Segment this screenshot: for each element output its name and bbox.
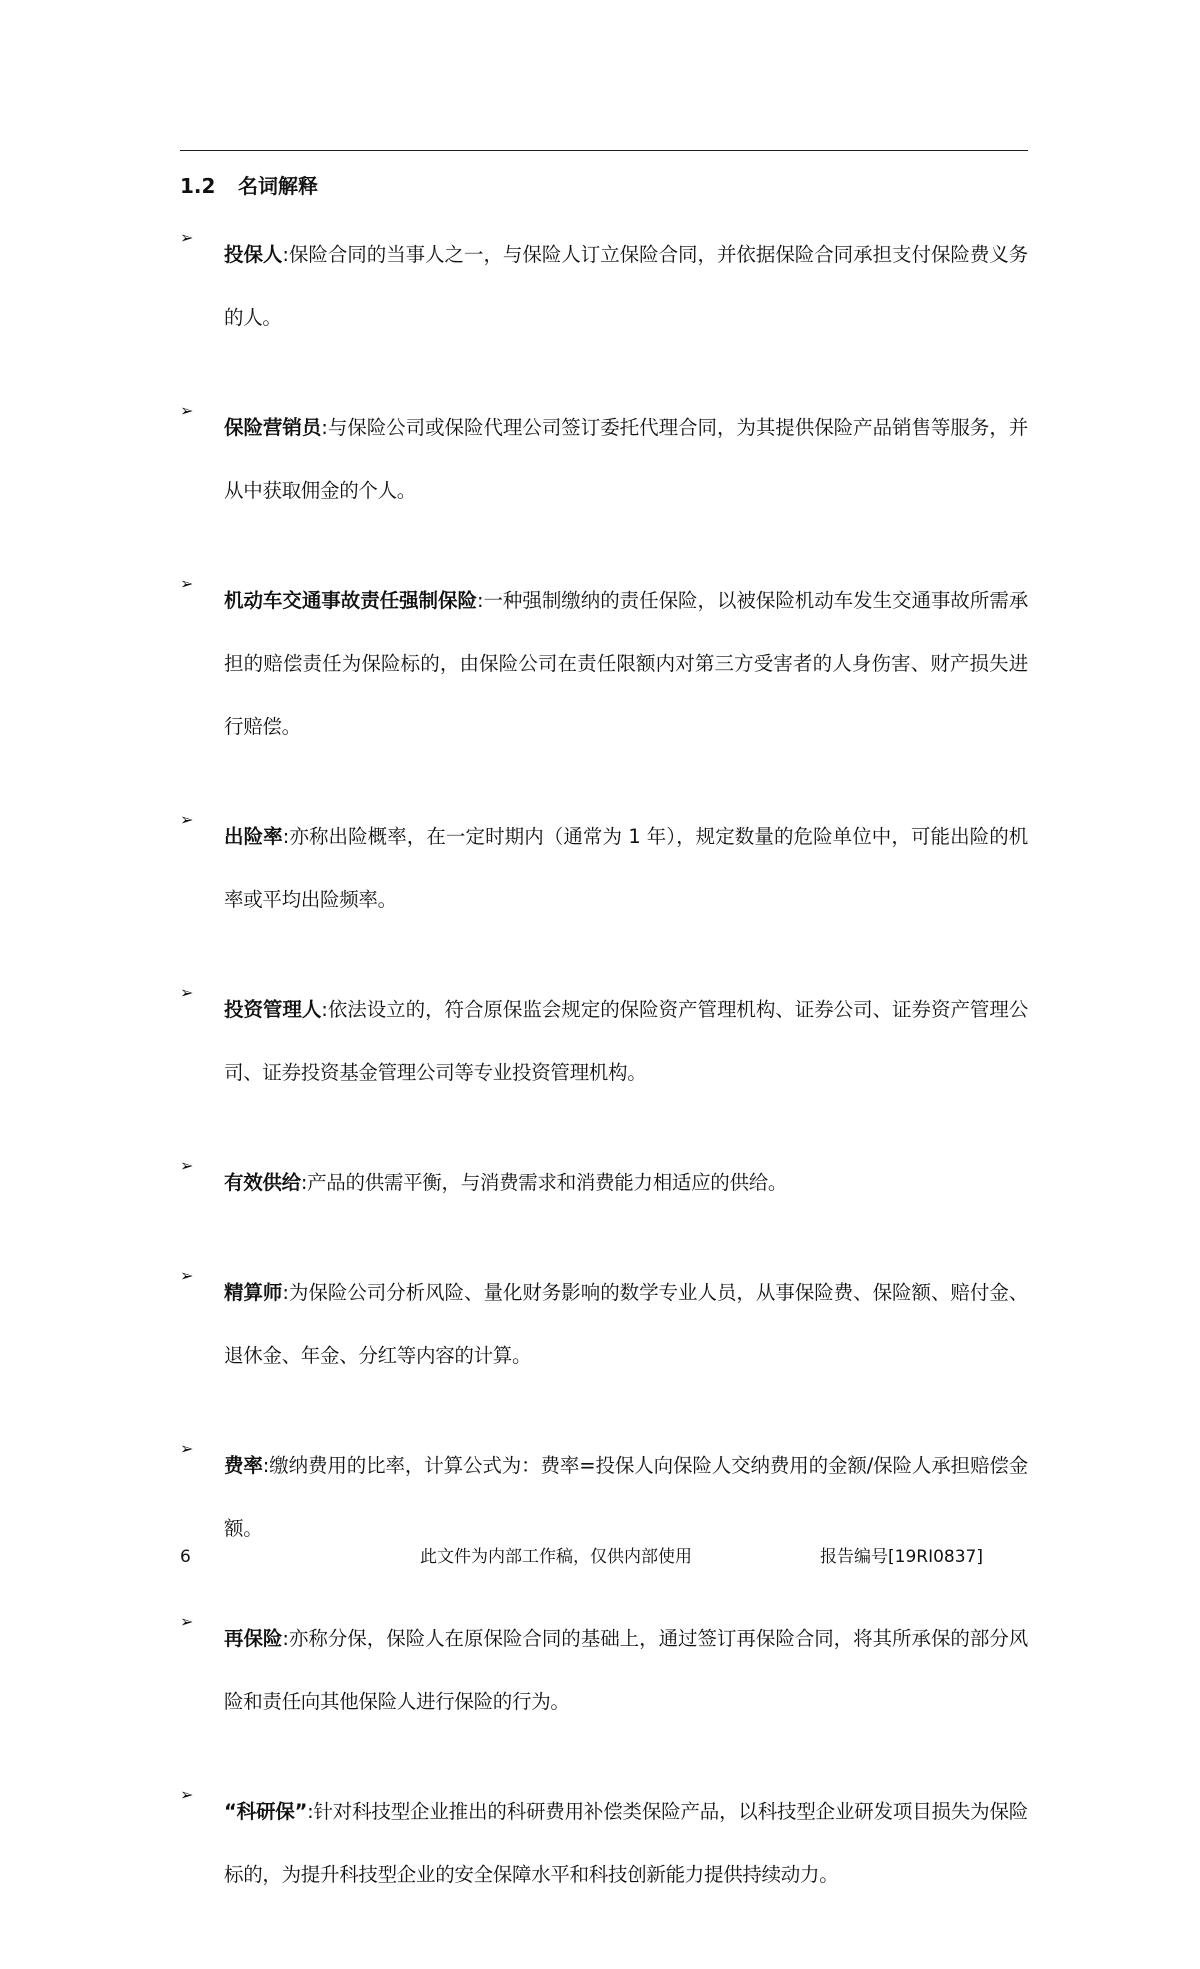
definition-item: [180, 978, 1028, 1104]
header-rule: [180, 150, 1028, 151]
definition-item: [180, 1151, 1028, 1214]
section-title: 名词解释: [238, 174, 318, 198]
definition-body: 产品的供需平衡，与消费需求和消费能力相适应的供给。: [307, 1171, 788, 1194]
definition-body: 缴纳费用的比率，计算公式为：费率=投保人向保险人交纳费用的金额/保险人承担赔偿金额。: [224, 1454, 1028, 1540]
definition-body: 针对科技型企业推出的科研费用补偿类保险产品，以科技型企业研发项目损失为保险标的，为提升科技型企业的安全保障水平和科技创新能力提供持续动力。: [224, 1800, 1028, 1886]
definition-term: 精算师: [224, 1281, 283, 1304]
definition-text: [224, 1434, 1028, 1560]
definition-text: [224, 396, 1028, 522]
arrow-bullet-icon: ➢: [180, 1266, 194, 1285]
definition-list: [180, 228, 1028, 1969]
arrow-bullet-icon: ➢: [180, 1156, 194, 1175]
definition-item: [180, 1261, 1028, 1387]
definition-item: [180, 223, 1028, 349]
term-colon: :: [300, 1171, 308, 1194]
term-colon: :: [282, 825, 289, 848]
definition-term: 投资管理人: [224, 998, 322, 1021]
definition-term: 有效供给: [224, 1171, 301, 1194]
term-colon: :: [282, 1627, 289, 1650]
page-number: 6: [180, 1547, 191, 1567]
definition-item: [180, 569, 1028, 758]
arrow-bullet-icon: ➢: [180, 983, 194, 1002]
definition-text: [224, 1780, 1028, 1906]
footer-note: 此文件为内部工作稿，仅供内部使用: [420, 1547, 692, 1567]
definition-text: [224, 569, 1028, 758]
arrow-bullet-icon: ➢: [180, 401, 194, 420]
definition-item: [180, 1434, 1028, 1560]
term-colon: :: [282, 1281, 289, 1304]
definition-term: 投保人: [224, 243, 283, 266]
definition-text: [224, 1261, 1028, 1387]
definition-text: [224, 978, 1028, 1104]
definition-term: 再保险: [224, 1627, 283, 1650]
arrow-bullet-icon: ➢: [180, 1612, 194, 1631]
term-colon: :: [321, 998, 328, 1021]
definition-term: 机动车交通事故责任强制保险: [224, 589, 477, 612]
definition-item: [180, 1780, 1028, 1906]
definition-term: “科研保”: [224, 1800, 308, 1823]
definition-term: 保险营销员: [224, 416, 322, 439]
definition-text: [224, 223, 1028, 349]
definition-item: [180, 805, 1028, 931]
definition-text: [224, 805, 1028, 931]
section-number: 1.2: [180, 174, 216, 198]
report-number: 报告编号[19RI0837]: [820, 1547, 983, 1567]
term-colon: :: [307, 1800, 314, 1823]
arrow-bullet-icon: ➢: [180, 228, 194, 247]
definition-body: 亦称出险概率，在一定时期内（通常为 1 年），规定数量的危险单位中，可能出险的机率或平均出险频率。: [224, 825, 1028, 911]
definition-body: 保险合同的当事人之一，与保险人订立保险合同，并依据保险合同承担支付保险费义务的人。: [224, 243, 1028, 329]
definition-body: 亦称分保，保险人在原保险合同的基础上，通过签订再保险合同，将其所承保的部分风险和责任向其他保险人进行保险的行为。: [224, 1627, 1028, 1713]
arrow-bullet-icon: ➢: [180, 574, 194, 593]
definition-text: [224, 1607, 1028, 1733]
definition-body: 依法设立的，符合原保监会规定的保险资产管理机构、证券公司、证券资产管理公司、证券投资基金管理公司等专业投资管理机构。: [224, 998, 1028, 1084]
definition-body: 与保险公司或保险代理公司签订委托代理合同，为其提供保险产品销售等服务，并从中获取佣金的个人。: [224, 416, 1028, 502]
definition-item: [180, 1607, 1028, 1733]
arrow-bullet-icon: ➢: [180, 1785, 194, 1804]
definition-term: 出险率: [224, 825, 283, 848]
term-colon: :: [262, 1454, 270, 1477]
definition-body: 为保险公司分析风险、量化财务影响的数学专业人员，从事保险费、保险额、赔付金、退休金、年金、分红等内容的计算。: [224, 1281, 1028, 1367]
section-heading: [180, 172, 318, 200]
term-colon: :: [476, 589, 484, 612]
term-colon: :: [321, 416, 328, 439]
arrow-bullet-icon: ➢: [180, 1439, 194, 1458]
definition-body: 一种强制缴纳的责任保险，以被保险机动车发生交通事故所需承担的赔偿责任为保险标的，由保险公司在责任限额内对第三方受害者的人身伤害、财产损失进行赔偿。: [224, 589, 1028, 738]
arrow-bullet-icon: ➢: [180, 810, 194, 829]
definition-item: [180, 396, 1028, 522]
definition-term: 费率: [224, 1454, 263, 1477]
definition-text: [224, 1151, 1028, 1214]
term-colon: :: [282, 243, 289, 266]
